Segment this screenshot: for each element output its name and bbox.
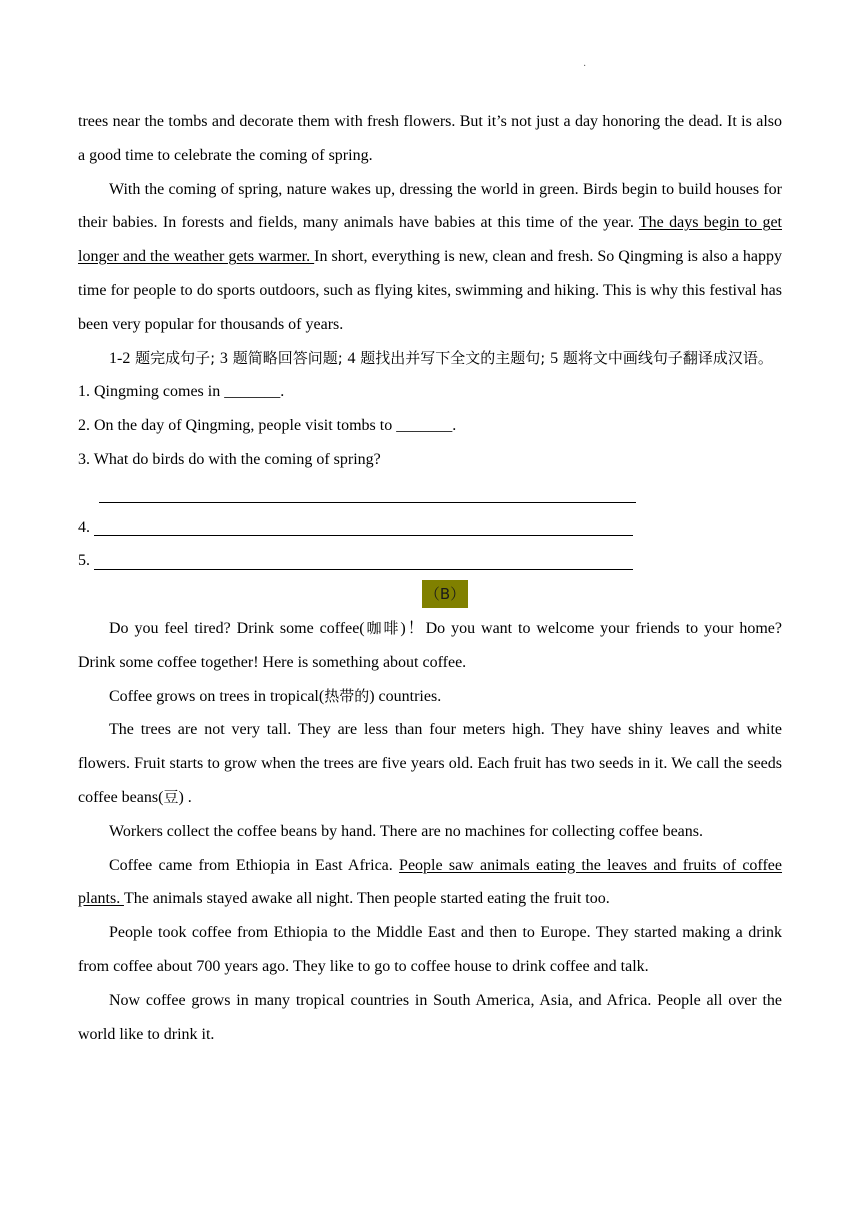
question-2: 2. On the day of Qingming, people visit tombs to _______.: [78, 417, 457, 435]
passage-b-p1-chinese: 咖啡: [364, 618, 401, 637]
passage-a-paragraph-1: trees near the tombs and decorate them with fresh flowers. But it’s not just a day honoring the dead. It is also a good time to celebrate the coming of spring.: [78, 113, 782, 164]
passage-b-p1-end: )！Do you want to welcome your friends to your home? Drink some coffee together! Here is something about coffee.: [78, 619, 782, 671]
passage-b-p2-end: ) countries.: [369, 687, 442, 705]
passage-b-paragraph-1: [78, 612, 782, 680]
instr-num-3: 3: [219, 349, 228, 367]
instr-range-1-2: 1-2: [109, 349, 131, 367]
passage-b-paragraph-6: People took coffee from Ethiopia to the Middle East and then to Europe. They started making a drink from coffee about 700 years ago. They like to go to coffee house to drink coffee and talk.: [78, 924, 782, 975]
underlined-sentence-a: The days begin to get longer and the weather gets warmer.: [78, 214, 782, 266]
passage-b-p3-end: ) .: [178, 788, 192, 806]
underlined-sentence-b: People saw animals eating the leaves and fruits of coffee plants.: [78, 856, 783, 908]
passage-b-p2-chinese: 热带的: [324, 686, 370, 705]
question-5-number: 5.: [78, 552, 90, 570]
instr-num-5: 5: [550, 349, 559, 367]
passage-b-paragraph-2: [78, 680, 782, 714]
instr-num-4: 4: [347, 349, 356, 367]
question-1: 1. Qingming comes in _______.: [78, 383, 285, 401]
answer-line-3[interactable]: [78, 477, 782, 511]
passage-b-p5-start: Coffee came from Ethiopia in East Africa.: [109, 856, 400, 874]
passage-a-p2-text-start: With the coming of spring, nature wakes up, dressing the world in green. Birds begin to build houses for their babies. In forests and fields, many animals have babies at this time of the year.: [78, 180, 782, 232]
question-4-row[interactable]: [78, 511, 782, 545]
answer-rule-4: [94, 535, 633, 536]
document-page: [78, 105, 782, 1051]
passage-a-paragraph-2: [78, 173, 782, 342]
passage-a-p2-text-end: In short, everything is new, clean and fresh. So Qingming is also a happy time for people to do sports outdoors, such as flying kites, swimming and hiking. This is why this festival has been very popular for thousands of years.: [78, 248, 783, 333]
answer-rule-3: [99, 502, 636, 503]
section-b-row: [78, 578, 782, 612]
instr-text-3: 题找出并写下全文的主题句;: [355, 348, 551, 367]
header-mark: ·: [583, 61, 587, 72]
passage-b-paragraph-7: Now coffee grows in many tropical countries in South America, Asia, and Africa. People all over the world like to drink it.: [78, 991, 782, 1043]
section-b-label: （B）: [422, 580, 468, 608]
passage-b-p2-start: Coffee grows on trees in tropical(: [109, 687, 325, 705]
task-instructions: [78, 342, 782, 376]
passage-b-paragraph-5: [78, 849, 782, 917]
passage-b-p3-chinese: 豆: [163, 787, 179, 806]
question-5-row[interactable]: [78, 544, 782, 578]
question-3: 3. What do birds do with the coming of spring?: [78, 450, 381, 468]
passage-b-p1-start: Do you feel tired? Drink some coffee(: [109, 619, 365, 637]
passage-b-p5-end: The animals stayed awake all night. Then people started eating the fruit too.: [123, 890, 610, 908]
passage-b-p3-start: The trees are not very tall. They are less than four meters high. They have shiny leaves and white flowers. Fruit starts to grow when the trees are five years old. Each fruit has two seeds in it. We call the seeds coffee beans(: [78, 721, 782, 806]
instr-text-4: 题将文中画线句子翻译成汉语。: [558, 348, 773, 367]
passage-b-paragraph-3: [78, 713, 782, 814]
question-4-number: 4.: [78, 518, 90, 536]
instr-text-1: 题完成句子;: [130, 348, 220, 367]
answer-rule-5: [94, 569, 633, 570]
passage-b-paragraph-4: Workers collect the coffee beans by hand. There are no machines for collecting coffee beans.: [109, 822, 704, 840]
instr-text-2: 题简略回答问题;: [227, 348, 348, 367]
